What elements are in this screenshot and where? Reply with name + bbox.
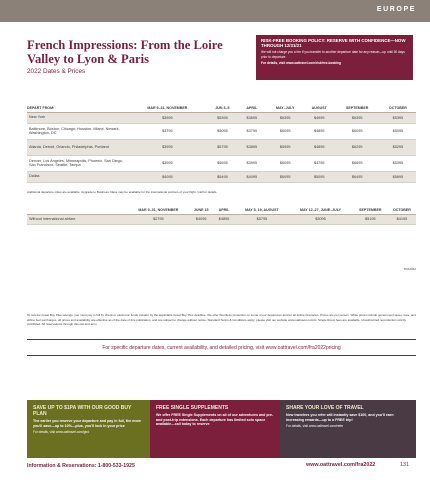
table-cell: $5495 [208,171,237,182]
table-cell: $4795 [304,155,335,171]
panel-details-link[interactable]: For details, visit www.oattravel.com/gbd [33,430,89,435]
table-cell: $4895 [304,139,335,155]
panel-heading: SHARE YOUR LOVE OF TRAVEL [286,405,364,411]
table-header-row [27,206,416,214]
good-buy-plan-panel [27,400,150,458]
table-cell: $6295 [335,139,380,155]
column-header: JUN 3–5 [208,104,237,112]
table-cell: $6095 [267,123,304,139]
table-cell: $5795 [236,214,289,224]
table-cell: Denver, Los Angeles, Minneapolis, Phoenix, San Diego, San Francisco, Seattle, Tampa [27,155,127,171]
table-cell: $6395 [267,112,304,123]
panel-body: The earlier you reserve your departure and pay in full, the more you'll save—up to 10%—plus, you'll lock in your price [33,419,142,428]
table-cell: Dallas [27,171,127,182]
table-cell: $3995 [127,139,208,155]
fine-print: To receive Great Buy Plus savings, you must pay in full by check or electronic funds transfer by the applicable Great Buy Plus deadline. We offer Worriless protection on some of our departures and for all airline itineraries. Prices are per person. While prices include government taxes, fees, and airline fuel surcharges, all prices and availability are effective as of the date of this publication, and are subject to change without notice. Standard Terms & Conditions apply; please visit our website www.oattravel.com/tc. Single Room fees are available. Unauthorized reproduction strictly prohibited. All reservations through this oat-and-term. [27,313,416,327]
departure-cities-note: Additional departure cities are available. Upgrade to Business Class may be available for the international portions of your flight. Call for details. [27,190,218,194]
panel-details-link[interactable]: For details, visit www.oattravel.com/refer [286,424,344,429]
refer-a-friend-panel [280,400,416,458]
table-cell: $5395 [208,112,237,123]
table-cell: $3095 [288,214,352,224]
panel-heading: SAVE UP TO $1PA WITH OUR GOOD BUY PLAN [33,405,132,417]
panel-body: We offer FREE Single Supplements on all of our adventures and pre- and post-trip extensions. Each departure has limited solo space available—call today to reserve [156,413,274,427]
table-cell: $5195 [353,214,388,224]
panel-body: New travelers you refer will instantly save $100, and you'll earn increasing rewards—up to a FREE trip! [286,413,394,422]
column-header: OCTOBER [388,206,416,214]
column-header: MAY 5, 19, AUGUST [236,206,289,214]
table-cell: $6395 [335,112,380,123]
column-header: JUNE 15 [190,206,213,214]
table-row [27,171,416,182]
table-cell: $5995 [267,139,304,155]
column-header: MAR 9–31, NOVEMBER [127,104,208,112]
tour-code: TPA2022 [403,267,416,271]
table-cell: $4895 [304,123,335,139]
pricing-link-bar[interactable]: For specific departure dates, current availability, and detailed pricing, visit www.oattravel.com/fra2022pricing [27,339,416,356]
table-cell: $5695 [380,171,416,182]
page-number: 131 [400,462,409,468]
table-cell: $6695 [335,155,380,171]
risk-body: We will not charge you a fee if you transfer to another departure date for any reason—up until 30 days prior to departure. [261,50,405,59]
table-cell: $4895 [213,214,236,224]
column-header: MAY–JULY [267,104,304,112]
table-cell: $4095 [127,171,208,182]
column-header: MAR 9–31, NOVEMBER [127,206,190,214]
column-header: APRIL [213,206,236,214]
table-cell: $5095 [304,171,335,182]
table-row [27,112,416,123]
table-cell: $3795 [237,123,266,139]
table-cell: $6095 [335,123,380,139]
table-cell: $3995 [237,155,266,171]
table-cell: $5095 [208,123,237,139]
table-cell: New York [27,112,127,123]
table-cell: $5795 [208,139,237,155]
header-band [0,0,430,22]
table-cell: $4995 [304,112,335,123]
price-table-land-only [27,206,416,225]
table-cell: Atlanta, Detroit, Orlando, Philadelphia, Portland [27,139,127,155]
table-row [27,123,416,139]
table-cell: $5095 [380,123,416,139]
risk-heading: RISK-FREE BOOKING POLICY: RESERVE WITH CONFIDENCE—NOW THROUGH 12/31/21 [261,38,406,49]
table-cell: $3995 [127,155,208,171]
column-header: AUGUST [304,104,335,112]
price-table-with-air [27,104,416,183]
reservations-phone: Information & Reservations: 1-800-533-1925 [27,463,135,469]
table-cell: $4095 [237,171,266,182]
table-cell: $3895 [237,139,266,155]
table-row [27,214,416,224]
table-cell: $4195 [388,214,416,224]
column-header [27,206,127,214]
table-header-row [27,104,416,112]
risk-details-link[interactable]: For details, visit www.oattravel.com/riskfree-booking [261,61,341,66]
table-cell: $5395 [380,112,416,123]
column-header: SEPTEMBER [353,206,388,214]
table-cell: $4095 [190,214,213,224]
single-supplements-panel [150,400,280,458]
table-cell: $6095 [267,155,304,171]
page-subtitle: 2022 Dates & Prices [27,68,86,75]
table-cell: Without international airfare [27,214,127,224]
table-cell: $6095 [267,171,304,182]
panel-heading: FREE SINGLE SUPPLEMENTS [156,405,229,411]
column-header: DEPART FROM: [27,104,127,112]
table-cell: $3795 [127,123,208,139]
table-cell: $5295 [380,139,416,155]
column-header: OCTOBER [380,104,416,112]
table-row [27,139,416,155]
table-cell: $5395 [380,155,416,171]
section-label: EUROPE [376,6,416,13]
risk-free-policy-box [256,35,413,80]
table-row [27,155,416,171]
footer-url[interactable]: www.oattravel.com/fra2022 [306,462,376,468]
table-cell: $6495 [335,171,380,182]
page-title: French Impressions: From the Loire Valley to Lyon & Paris [27,38,223,66]
table-cell: $3695 [237,112,266,123]
table-cell: $3995 [127,112,208,123]
column-header: MAY 12–27, JUNE–JULY [288,206,352,214]
table-cell: Baltimore, Boston, Chicago, Houston, Miami, Newark, Washington, DC [27,123,127,139]
table-cell: $2795 [127,214,190,224]
table-cell: $5695 [208,155,237,171]
column-header: SEPTEMBER [335,104,380,112]
column-header: APRIL [237,104,266,112]
